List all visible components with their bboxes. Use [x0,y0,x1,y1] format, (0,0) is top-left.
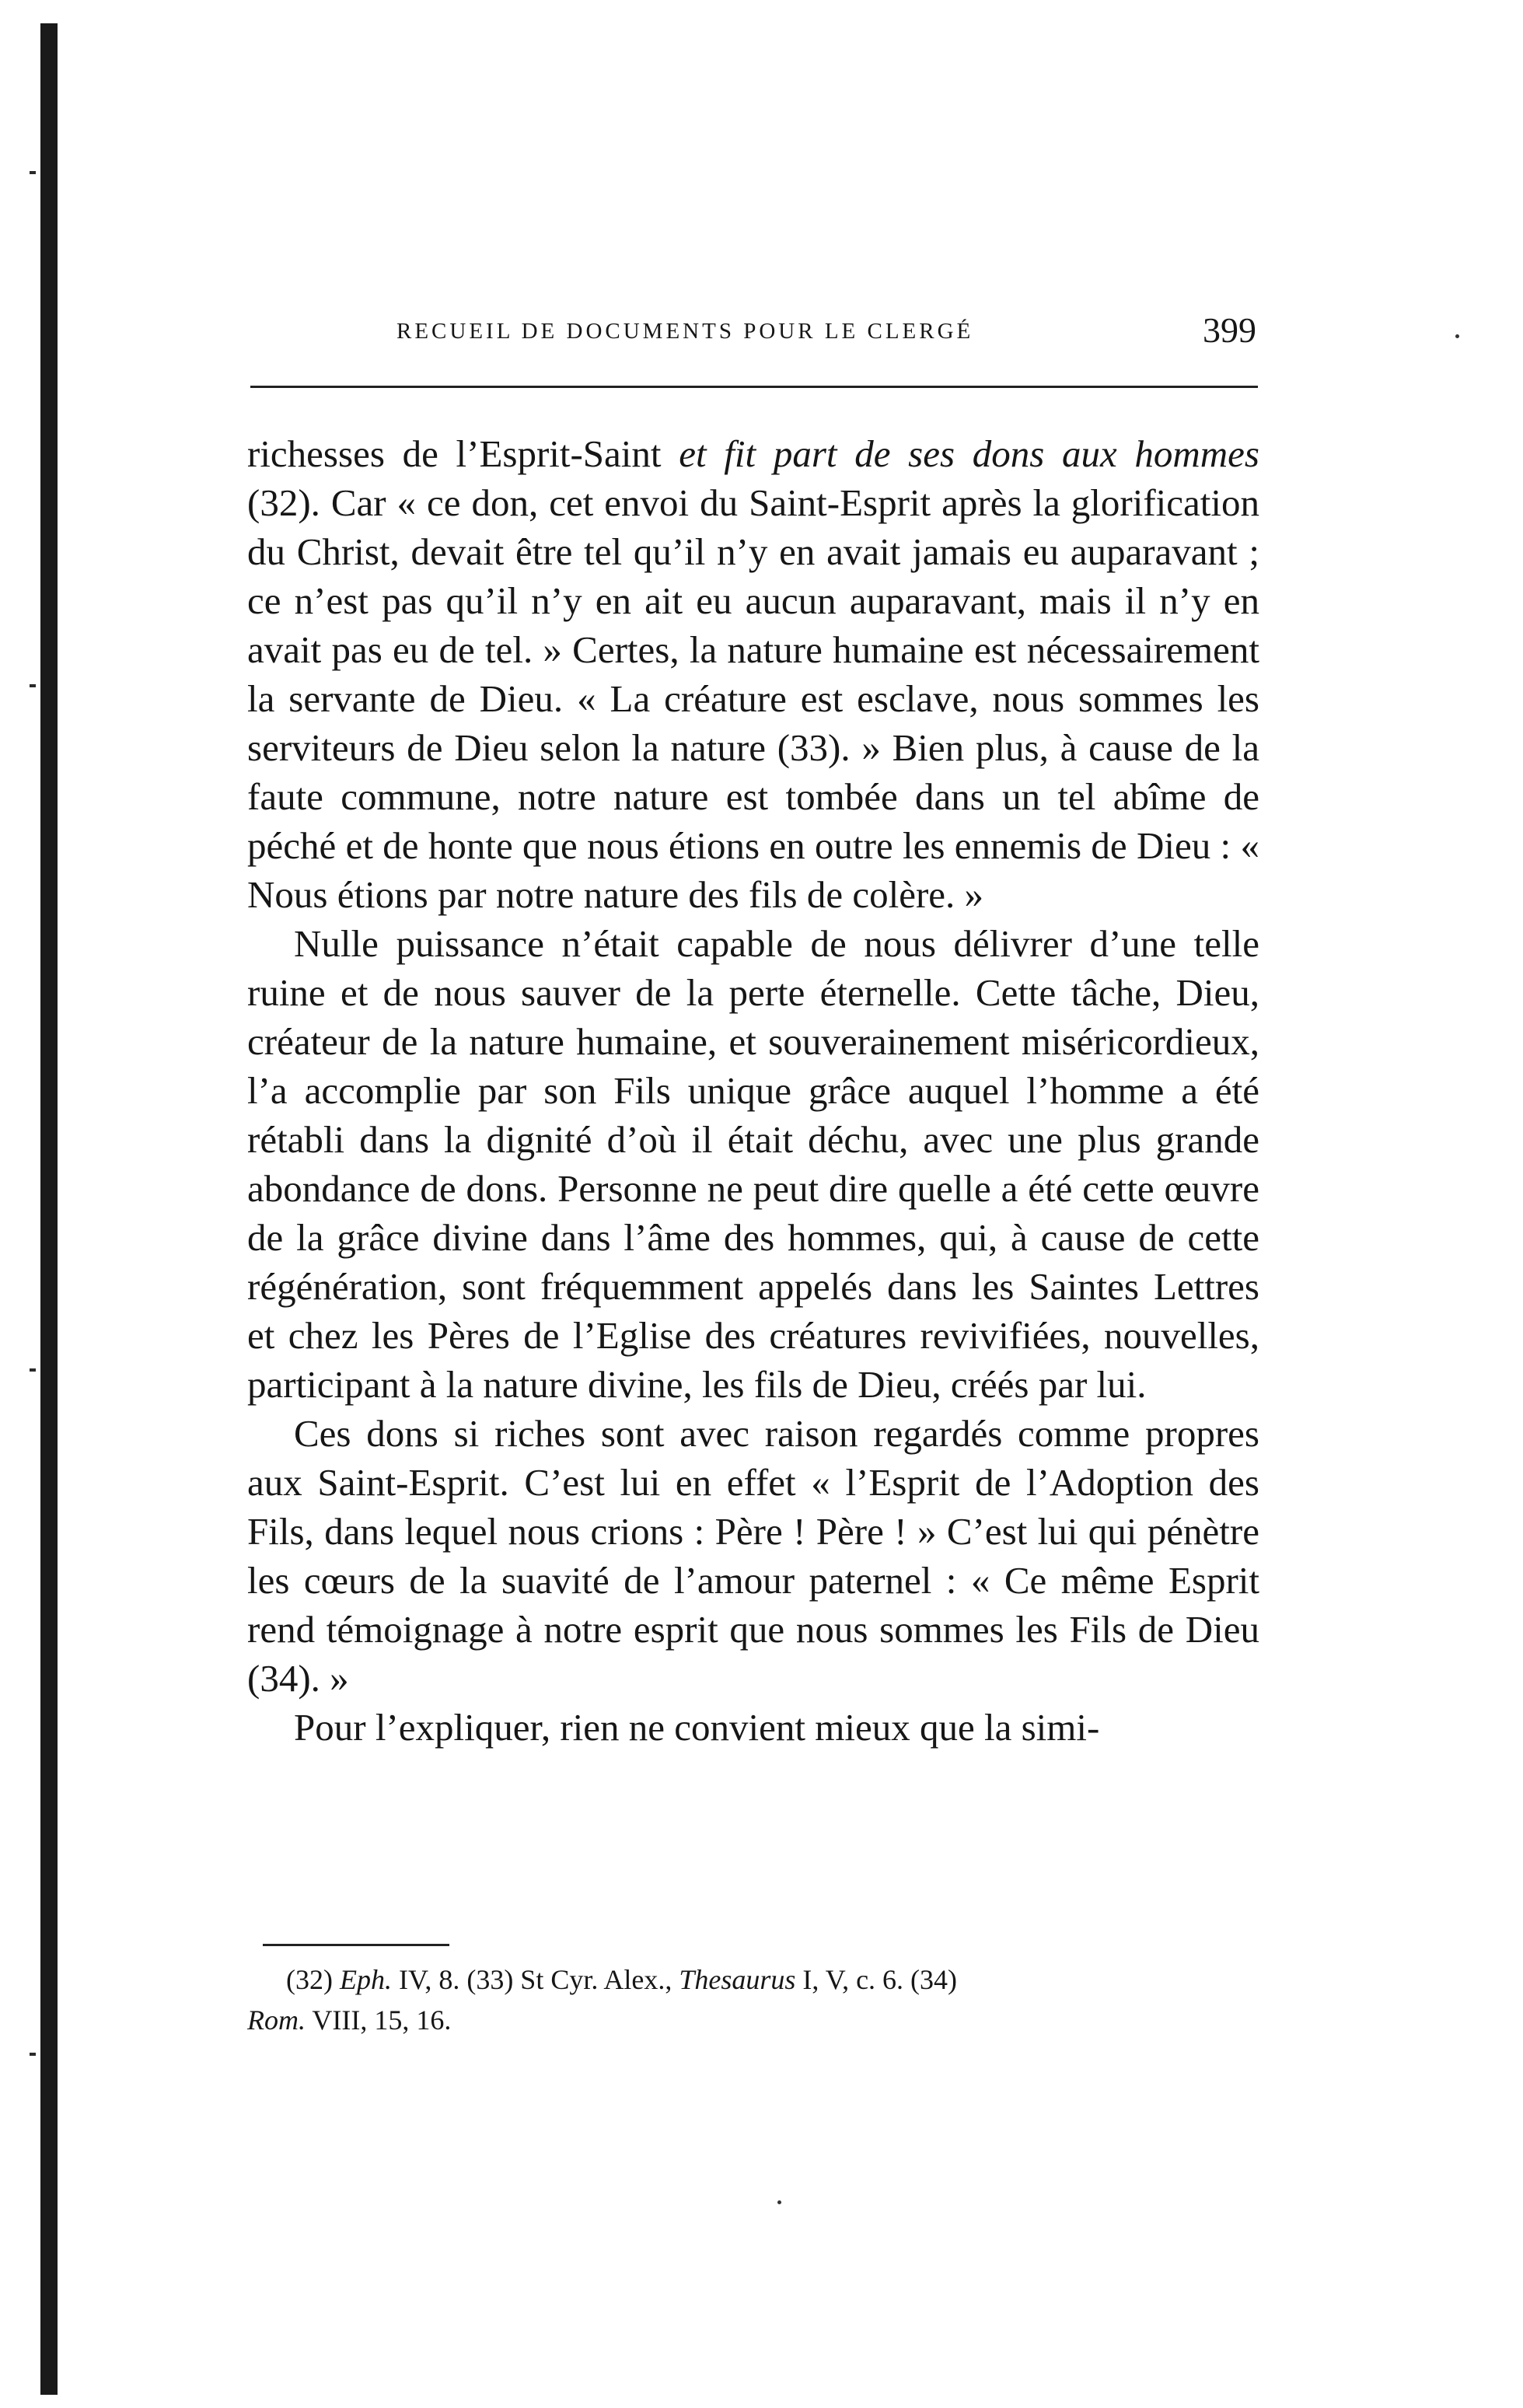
text-run: Pour l’expliquer, rien ne convient mieux que la simi- [294,1706,1100,1749]
text-run: Ces dons si riches sont avec raison regardés comme propres aux Saint-Esprit. C’est lui en effet « l’Esprit de l’Adoption des Fils, dans lequel nous crions : Père ! Père ! » C’est lui qui pénètre les cœurs de la suavité de l’amour paternel : « Ce même Esprit rend témoignage à notre esprit que nous sommes les Fils de Dieu (34). » [247,1412,1259,1700]
page-binding-edge [40,23,58,2395]
scan-speck [30,1368,36,1372]
scan-dot [1455,334,1459,338]
page-number: 399 [1203,310,1256,350]
scan-speck [30,2053,36,2056]
paragraph [247,919,1259,1409]
scan-dot [777,2200,781,2204]
footnote-line [247,1959,1259,2000]
italic-text: Eph. [339,1964,392,1995]
footnotes [247,1959,1259,2040]
italic-text: Rom. [247,2004,306,2036]
text-run: VIII, 15, 16. [306,2004,452,2036]
footnote-line [247,2000,1259,2040]
running-head [247,309,1259,356]
paragraph [247,1409,1259,1703]
scan-speck [30,684,36,687]
header-rule [250,386,1258,388]
italic-text: et fit part de ses dons aux hommes [679,432,1259,475]
text-run: IV, 8. (33) St Cyr. Alex., [391,1964,679,1995]
paragraph [247,429,1259,919]
text-run: (32). Car « ce don, cet envoi du Saint-Esprit après la glorification du Christ, devait être tel qu’il n’y en avait jamais eu auparavant ; ce n’est pas qu’il n’y en ait eu aucun auparavant, mais il n’y en avait pas eu de tel. » Certes, la nature humaine est nécessairement la servante de Dieu. « La créature est esclave, nous sommes les serviteurs de Dieu selon la nature (33). » Bien plus, à cause de la faute commune, notre nature est tombée dans un tel abîme de péché et de honte que nous étions en outre les ennemis de Dieu : « Nous étions par notre nature des fils de colère. » [247,481,1259,916]
scan-speck [30,171,36,174]
text-run: (32) [286,1964,340,1995]
text-run: richesses de l’Esprit-Saint [247,432,679,475]
text-run: I, V, c. 6. (34) [795,1964,958,1995]
body-text [247,429,1259,1752]
footnote-rule [263,1944,449,1946]
text-run: Nulle puissance n’était capable de nous délivrer d’une telle ruine et de nous sauver de la perte éternelle. Cette tâche, Dieu, créateur de la nature humaine, et souverainement miséricordieux, l’a accomplie par son Fils unique grâce auquel l’homme a été rétabli dans la dignité d’où il était déchu, avec une plus grande abondance de dons. Personne ne peut dire quelle a été cette œuvre de la grâce divine dans l’âme des hommes, qui, à cause de cette régénération, sont fréquemment appelés dans les Saintes Lettres et chez les Pères de l’Eglise des créatures revivifiées, nouvelles, participant à la nature divine, les fils de Dieu, créés par lui. [247,922,1259,1406]
running-head-title: RECUEIL DE DOCUMENTS POUR LE CLERGÉ [396,319,974,344]
paragraph [247,1703,1259,1752]
italic-text: Thesaurus [679,1964,796,1995]
